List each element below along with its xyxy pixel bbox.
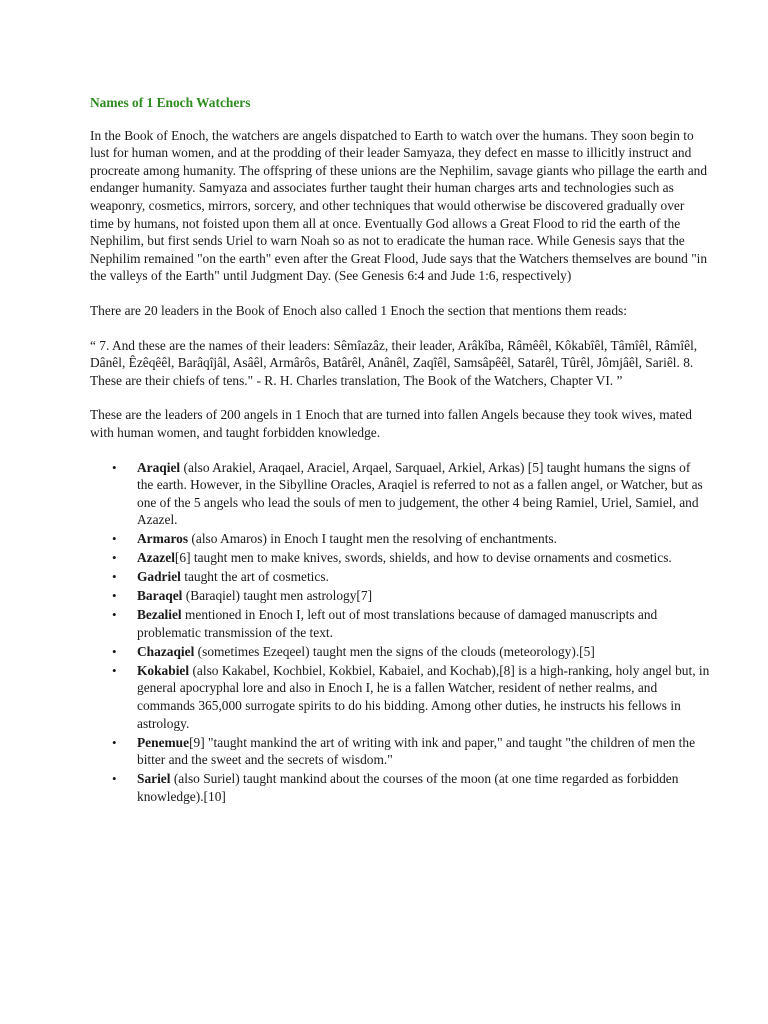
list-item-armaros bbox=[112, 530, 710, 548]
watcher-name: Baraqel bbox=[137, 588, 183, 604]
watcher-name: Sariel bbox=[137, 771, 171, 787]
watcher-description: (Baraqiel) taught men astrology[7] bbox=[182, 588, 373, 604]
bullet-icon: • bbox=[112, 734, 117, 750]
watcher-description: (also Kakabel, Kochbiel, Kokbiel, Kabaiel, and Kochab),[8] is a high-ranking, holy angel but, in general apocryphal lore and also in Enoch I, he is a fallen Watcher, resident of nether realms, and commands 365,000 surrogate spirits to do his bidding. Among other duties, he instructs his fellows in astrology. bbox=[137, 662, 710, 731]
bullet-icon: • bbox=[112, 459, 117, 475]
list-item-penemue bbox=[112, 734, 710, 769]
bullet-icon: • bbox=[112, 531, 117, 547]
list-item-araqiel bbox=[112, 459, 710, 529]
list-item-gadriel bbox=[112, 568, 710, 586]
bullet-icon: • bbox=[112, 588, 117, 604]
leaders-intro-paragraph: There are 20 leaders in the Book of Enoch also called 1 Enoch the section that mentions them reads: bbox=[90, 302, 627, 318]
watcher-description: [6] taught men to make knives, swords, shields, and how to devise ornaments and cosmetics. bbox=[174, 550, 672, 566]
list-item-bezaliel bbox=[112, 606, 710, 641]
bullet-icon: • bbox=[112, 569, 117, 585]
bullet-icon: • bbox=[112, 662, 117, 678]
watcher-description: (also Suriel) taught mankind about the courses of the moon (at one time regarded as forbidden knowledge).[10] bbox=[137, 771, 679, 804]
bullet-icon: • bbox=[112, 550, 117, 566]
watcher-name: Gadriel bbox=[137, 569, 181, 585]
watcher-name: Penemue bbox=[137, 734, 190, 750]
watcher-name: Armaros bbox=[137, 531, 189, 547]
intro-paragraph: In the Book of Enoch, the watchers are angels dispatched to Earth to watch over the humans. They soon begin to lust for human women, and at the prodding of their leader Samyaza, they defect en masse to illicitly instruct and procreate among humanity. The offspring of these unions are the Nephilim, savage giants who pillage the earth and endanger humanity. Samyaza and associates further taught their human charges arts and technologies such as weaponry, cosmetics, mirrors, sorcery, and other techniques that would otherwise be discovered gradually over time by humans, not foisted upon them all at once. Eventually God allows a Great Flood to rid the earth of the Nephilim, but first sends Uriel to warn Noah so as not to eradicate the human race. While Genesis says that the Nephilim remained "on the earth" even after the Great Flood, Jude says that the Watchers themselves are bound "in the valleys of the Earth" until Judgment Day. (See Genesis 6:4 and Jude 1:6, respectively) bbox=[90, 127, 708, 284]
watcher-name: Azazel bbox=[137, 550, 175, 566]
bullet-icon: • bbox=[112, 643, 117, 659]
watcher-description: [9] "taught mankind the art of writing with ink and paper," and taught "the children of men the bitter and the sweet and the secrets of wisdom." bbox=[137, 734, 696, 768]
bullet-icon: • bbox=[112, 771, 117, 787]
document-title: Names of 1 Enoch Watchers bbox=[90, 95, 251, 110]
bullet-icon: • bbox=[112, 607, 117, 623]
watcher-name: Chazaqiel bbox=[137, 643, 195, 659]
watcher-description: taught the art of cosmetics. bbox=[180, 569, 329, 585]
watcher-description: (sometimes Ezeqeel) taught men the signs of the clouds (meteorology).[5] bbox=[194, 643, 595, 659]
list-item-chazaqiel bbox=[112, 643, 710, 661]
list-item-baraqel bbox=[112, 587, 710, 605]
enoch-quote: “ 7. And these are the names of their leaders: Sêmîazâz, their leader, Arâkîba, Râmêêl, Kôkabîêl, Tâmîêl, Râmîêl, Dânêl, Êzêqêêl, Barâqîjâl, Asâêl, Armârôs, Batârêl, Anânêl, Zaqîêl, Samsâpêêl, Satarêl, Tûrêl, Jômjâêl, Sariêl. 8. These are their chiefs of tens." - R. H. Charles translation, The Book of the Watchers, Chapter VI. ” bbox=[90, 337, 698, 388]
watcher-description: (also Arakiel, Araqael, Araciel, Arqael, Sarquael, Arkiel, Arkas) [5] taught humans the signs of the earth. However, in the Sibylline Oracles, Araqiel is referred to not as a fallen angel, or Watcher, but as one of the 5 angels who lead the souls of men to judgement, the other 4 being Ramiel, Uriel, Samiel, and Azazel. bbox=[137, 459, 703, 528]
document-page bbox=[90, 94, 710, 807]
fallen-angels-intro-paragraph: These are the leaders of 200 angels in 1 Enoch that are turned into fallen Angels because they took wives, mated with human women, and taught forbidden knowledge. bbox=[90, 407, 693, 440]
watcher-name: Kokabiel bbox=[137, 662, 190, 678]
watcher-name: Bezaliel bbox=[137, 607, 182, 623]
list-item-kokabiel bbox=[112, 662, 710, 732]
watcher-description: (also Amaros) in Enoch I taught men the resolving of enchantments. bbox=[188, 531, 557, 547]
watcher-name: Araqiel bbox=[137, 459, 181, 475]
watchers-list bbox=[90, 459, 710, 806]
list-item-sariel bbox=[112, 770, 710, 805]
list-item-azazel bbox=[112, 549, 710, 567]
watcher-description: mentioned in Enoch I, left out of most translations because of damaged manuscripts and problematic transmission of the text. bbox=[137, 607, 658, 640]
